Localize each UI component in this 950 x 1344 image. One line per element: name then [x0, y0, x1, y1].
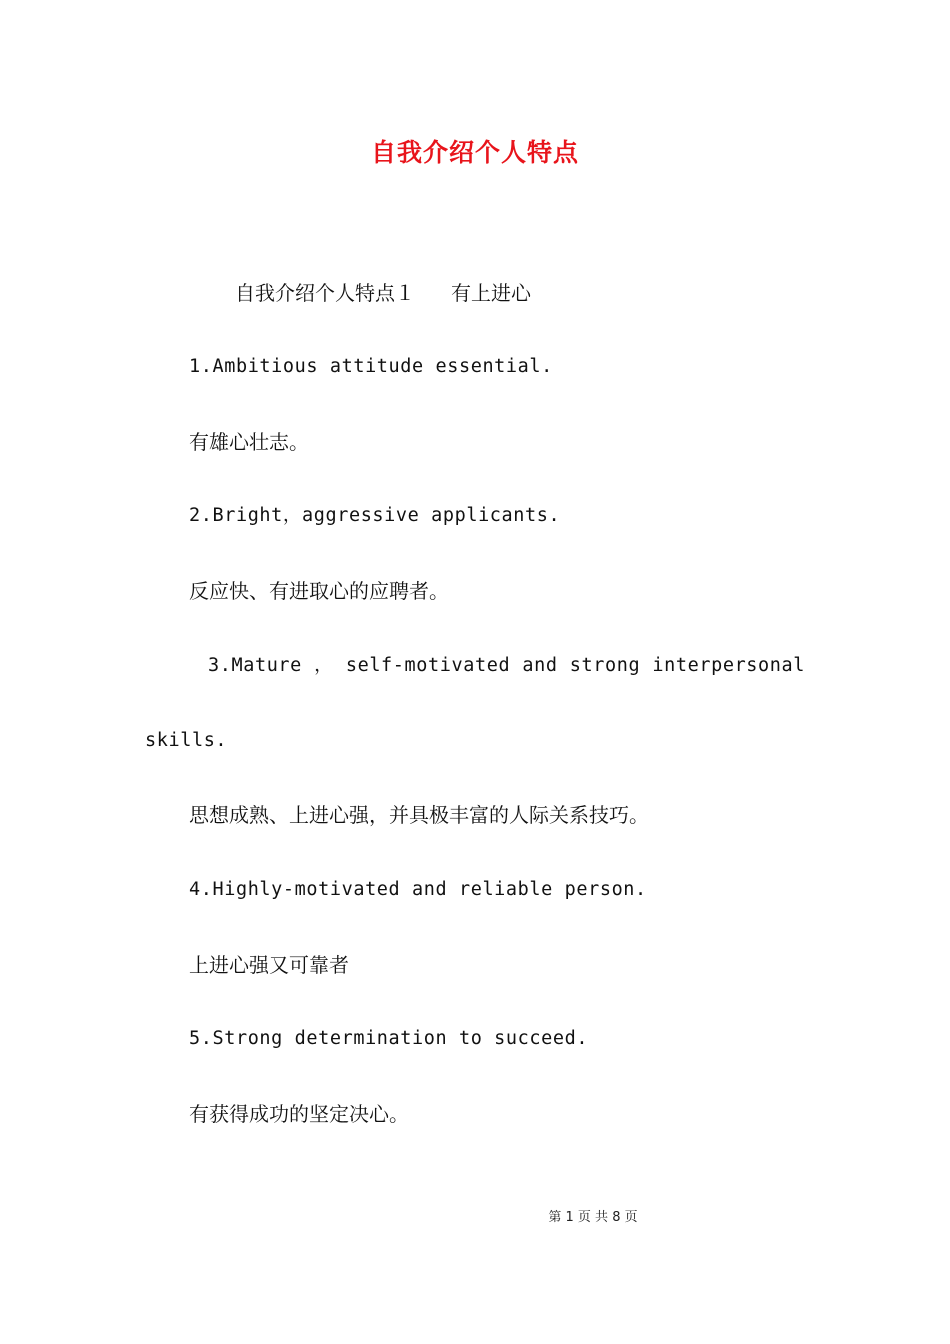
chinese-line-4: 上进心强又可靠者	[189, 953, 349, 977]
chinese-line-1: 有雄心壮志。	[189, 430, 309, 454]
english-line-5: 5.Strong determination to succeed.	[189, 1028, 589, 1049]
section-tag: 有上进心	[451, 281, 531, 305]
english-line-3: 3.Mature ， self-motivated and strong interpersonal	[208, 655, 805, 676]
chinese-line-3: 思想成熟、上进心强，并具极丰富的人际关系技巧。	[189, 803, 649, 827]
document-title: 自我介绍个人特点	[370, 138, 579, 167]
section-heading	[235, 279, 531, 307]
chinese-line-2: 反应快、有进取心的应聘者。	[189, 579, 449, 603]
english-line-2: 2.Bright，aggressive applicants.	[189, 505, 561, 526]
section-heading-text: 自我介绍个人特点１	[235, 281, 415, 305]
page-number: 第 1 页 共 8 页	[548, 1210, 638, 1225]
chinese-line-5: 有获得成功的坚定决心。	[189, 1102, 409, 1126]
english-line-1: 1.Ambitious attitude essential.	[189, 356, 553, 377]
english-line-3-continuation: skills.	[145, 730, 228, 751]
page-footer	[0, 1208, 950, 1228]
english-line-4: 4.Highly-motivated and reliable person.	[189, 879, 647, 900]
